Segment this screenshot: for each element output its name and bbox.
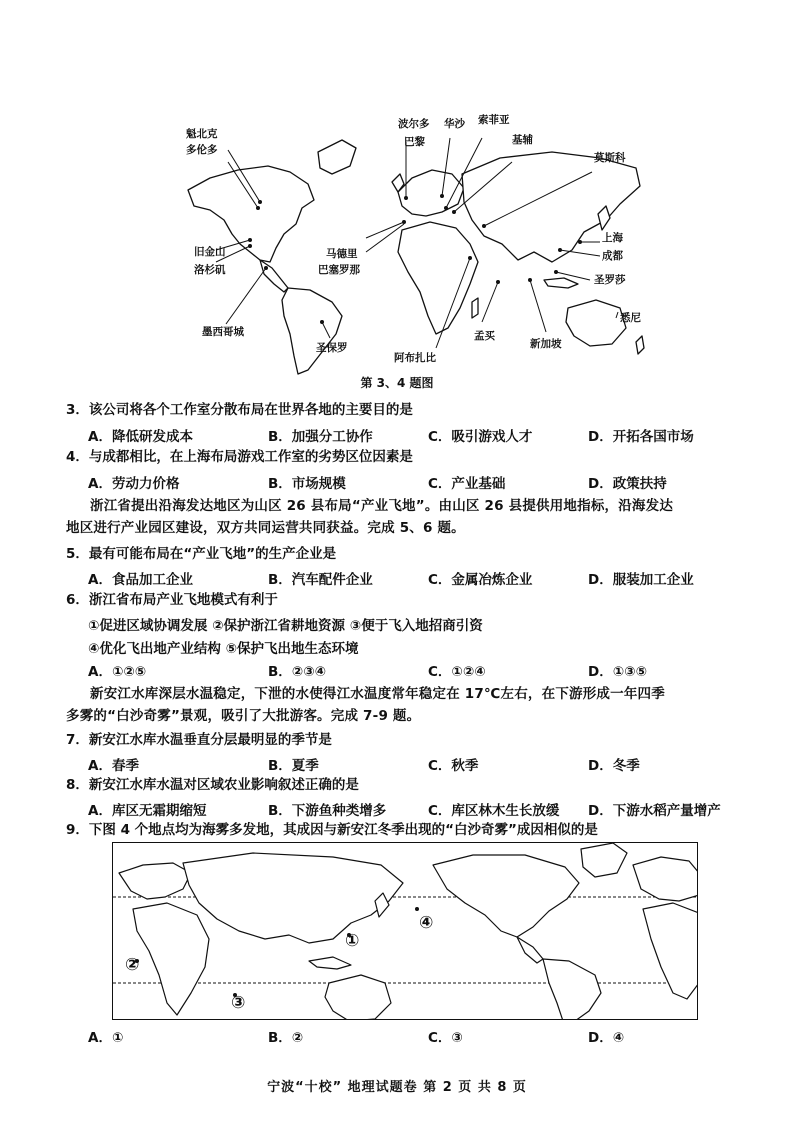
- label-losangeles: 洛杉矶: [194, 264, 226, 276]
- q6-statements-1: ①促进区域协调发展 ②保护浙江省耕地资源 ③便于飞入地招商引资: [88, 618, 483, 634]
- central-america-shape: [260, 260, 288, 292]
- label-mumbai: 孟买: [474, 330, 495, 342]
- label-abudhabi: 阿布扎比: [394, 352, 436, 364]
- q7-option-b[interactable]: B．夏季: [268, 758, 319, 774]
- q6-stem: 6．浙江省布局产业飞地模式有利于: [66, 592, 278, 608]
- q8-option-c[interactable]: C．库区林木生长放缓: [428, 803, 560, 819]
- q4-stem: 4．与成都相比，在上海布局游戏工作室的劣势区位因素是: [66, 449, 413, 465]
- south-america2-shape: [543, 959, 601, 1020]
- label-moscow: 莫斯科: [594, 152, 626, 164]
- world-map-fog-svg: [113, 843, 698, 1020]
- indonesia2-shape: [309, 957, 351, 969]
- indonesia-shape: [544, 278, 578, 288]
- q4-option-b[interactable]: B．市场规模: [268, 476, 346, 492]
- q3-option-c[interactable]: C．吸引游戏人才: [428, 429, 533, 445]
- asia2-shape: [183, 853, 403, 943]
- q8-option-a[interactable]: A．库区无霜期缩短: [88, 803, 207, 819]
- q7-option-d[interactable]: D．冬季: [588, 758, 640, 774]
- australia-shape: [566, 300, 626, 346]
- asia-shape: [462, 152, 640, 262]
- label-singapore: 新加坡: [530, 338, 562, 350]
- q9-option-b[interactable]: B．②: [268, 1030, 304, 1046]
- q5-stem: 5．最有可能布局在“产业飞地”的生产企业是: [66, 546, 337, 562]
- q4-option-d[interactable]: D．政策扶持: [588, 476, 667, 492]
- greenland2-shape: [581, 843, 627, 877]
- australia2-shape: [325, 975, 391, 1020]
- label-sofia: 索菲亚: [478, 114, 510, 126]
- label-sanfrancisco: 旧金山: [194, 246, 226, 258]
- africa-shape: [398, 222, 478, 334]
- greenland-shape: [318, 140, 356, 174]
- world-map-svg: [180, 112, 650, 382]
- world-map-fog: [112, 842, 698, 1020]
- para2-line2: 多雾的“白沙奇雾”景观，吸引了大批游客。完成 7-9 题。: [66, 708, 421, 724]
- q5-option-a[interactable]: A．食品加工企业: [88, 572, 193, 588]
- q5-option-b[interactable]: B．汽车配件企业: [268, 572, 373, 588]
- label-saopaulo: 圣保罗: [316, 342, 348, 354]
- q4-option-a[interactable]: A．劳动力价格: [88, 476, 180, 492]
- label-barcelona: 巴塞罗那: [318, 264, 360, 276]
- central-america2-shape: [517, 937, 543, 963]
- point-3-label: ③: [231, 993, 246, 1013]
- map1-caption: 第 3、4 题图: [360, 376, 434, 390]
- label-saipan: 圣罗莎: [594, 274, 626, 286]
- q5-option-c[interactable]: C．金属冶炼企业: [428, 572, 533, 588]
- label-bordeaux: 波尔多: [398, 118, 430, 130]
- q8-option-b[interactable]: B．下游鱼种类增多: [268, 803, 387, 819]
- q6-option-d[interactable]: D．①③⑤: [588, 664, 647, 680]
- q9-option-c[interactable]: C．③: [428, 1030, 463, 1046]
- south-america-shape: [282, 288, 342, 374]
- q6-option-a[interactable]: A．①②⑤: [88, 664, 147, 680]
- label-kyiv: 基辅: [512, 134, 533, 146]
- para2-line1: 新安江水库深层水温稳定，下泄的水使得江水温度常年稳定在 17℃左右，在下游形成一年四季: [90, 686, 665, 702]
- q3-option-d[interactable]: D．开拓各国市场: [588, 429, 694, 445]
- q5-option-d[interactable]: D．服装加工企业: [588, 572, 694, 588]
- africa2-shape: [133, 903, 209, 1015]
- point-4-label: ④: [419, 913, 434, 933]
- q4-option-c[interactable]: C．产业基础: [428, 476, 506, 492]
- para1-line2: 地区进行产业园区建设，双方共同运营共同获益。完成 5、6 题。: [66, 520, 465, 536]
- europe2-shape: [119, 863, 191, 899]
- para1-line1: 浙江省提出沿海发达地区为山区 26 县布局“产业飞地”。由山区 26 县提供用地指标，沿海发达: [90, 498, 674, 514]
- label-warsaw: 华沙: [444, 118, 465, 130]
- europe3-shape: [633, 857, 698, 901]
- label-mexicocity: 墨西哥城: [202, 326, 244, 338]
- africa3-shape: [643, 903, 698, 999]
- point-1-label: ①: [345, 931, 360, 951]
- point-2-label: ②: [125, 955, 140, 975]
- q3-stem: 3．该公司将各个工作室分散布局在世界各地的主要目的是: [66, 402, 413, 418]
- q6-option-b[interactable]: B．②③④: [268, 664, 327, 680]
- q8-stem: 8．新安江水库水温对区域农业影响叙述正确的是: [66, 777, 359, 793]
- madagascar-shape: [472, 298, 478, 318]
- label-toronto: 多伦多: [186, 144, 218, 156]
- label-madrid: 马德里: [326, 248, 358, 260]
- q6-statements-2: ④优化飞出地产业结构 ⑤保护飞出地生态环境: [88, 641, 359, 657]
- north-america2-shape: [433, 855, 579, 937]
- nz-shape: [636, 336, 644, 354]
- label-shanghai: 上海: [602, 232, 623, 244]
- q9-stem: 9．下图 4 个地点均为海雾多发地，其成因与新安江冬季出现的“白沙奇雾”成因相似的是: [66, 822, 598, 838]
- q9-option-a[interactable]: A．①: [88, 1030, 124, 1046]
- label-paris: 巴黎: [404, 136, 425, 148]
- q7-stem: 7．新安江水库水温垂直分层最明显的季节是: [66, 732, 332, 748]
- q3-option-a[interactable]: A．降低研发成本: [88, 429, 193, 445]
- q7-option-a[interactable]: A．春季: [88, 758, 139, 774]
- label-montreal: 魁北克: [186, 128, 218, 140]
- label-chengdu: 成都: [602, 250, 623, 262]
- q9-option-d[interactable]: D．④: [588, 1030, 625, 1046]
- q3-option-b[interactable]: B．加强分工协作: [268, 429, 373, 445]
- q7-option-c[interactable]: C．秋季: [428, 758, 479, 774]
- label-sydney: 悉尼: [620, 312, 641, 324]
- q8-option-d[interactable]: D．下游水稻产量增产: [588, 803, 721, 819]
- world-map-studios: [180, 112, 650, 382]
- q6-option-c[interactable]: C．①②④: [428, 664, 486, 680]
- page-footer: 宁波“十校” 地理试题卷 第 2 页 共 8 页: [267, 1080, 527, 1095]
